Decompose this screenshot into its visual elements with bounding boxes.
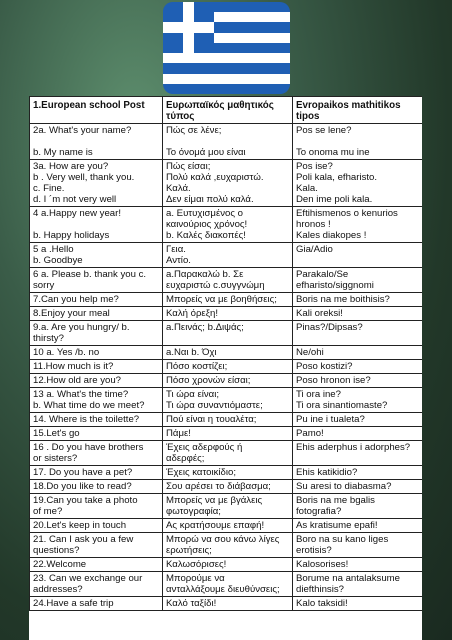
cell-transliteration: Ehis aderphus i adorphes? xyxy=(293,441,423,466)
cell-english: 6 a. Please b. thank you c. sorry xyxy=(30,268,163,293)
cell-transliteration: Boro na su kano liges erotisis? xyxy=(293,533,423,558)
cell-english: 21. Can I ask you a few questions? xyxy=(30,533,163,558)
table-row xyxy=(30,558,423,572)
cell-english: 14. Where is the toilette? xyxy=(30,413,163,427)
cell-transliteration: As kratisume epafi! xyxy=(293,519,423,533)
table-row xyxy=(30,480,423,494)
phrase-table xyxy=(29,96,422,611)
cell-english: 2a. What's your name? b. My name is xyxy=(30,124,163,160)
cell-english: 17. Do you have a pet? xyxy=(30,466,163,480)
table-row xyxy=(30,360,423,374)
cell-greek: a.Παρακαλώ b. Σε ευχαριστώ c.συγγνώμη xyxy=(163,268,293,293)
table-row xyxy=(30,268,423,293)
cell-transliteration: Poso kostizi? xyxy=(293,360,423,374)
cell-greek: Πάμε! xyxy=(163,427,293,441)
cell-english: 5 a .Hello b. Goodbye xyxy=(30,243,163,268)
cell-greek: Μπορώ να σου κάνω λίγες ερωτήσεις; xyxy=(163,533,293,558)
cell-english: 10 a. Yes /b. no xyxy=(30,346,163,360)
cell-greek: Γεια. Αντίο. xyxy=(163,243,293,268)
cell-greek: Ας κρατήσουμε επαφή! xyxy=(163,519,293,533)
cell-transliteration: Ne/ohi xyxy=(293,346,423,360)
cell-transliteration: Ehis katikidio? xyxy=(293,466,423,480)
cell-english: 4 a.Happy new year! b. Happy holidays xyxy=(30,207,163,243)
cell-transliteration: Kali oreksi! xyxy=(293,307,423,321)
cell-transliteration: Pu ine i tualeta? xyxy=(293,413,423,427)
cell-transliteration: Eftihismenos o kenurios hronos ! Kales diakopes ! xyxy=(293,207,423,243)
cell-english: 11.How much is it? xyxy=(30,360,163,374)
cell-transliteration: Pamo! xyxy=(293,427,423,441)
table-row xyxy=(30,533,423,558)
cell-transliteration: Parakalo/Se efharisto/siggnomi xyxy=(293,268,423,293)
cell-english: 12.How old are you? xyxy=(30,374,163,388)
cell-transliteration: Pos se lene? To onoma mu ine xyxy=(293,124,423,160)
cell-transliteration: Boris na me boithisis? xyxy=(293,293,423,307)
cell-transliteration: Gia/Adio xyxy=(293,243,423,268)
table-row xyxy=(30,243,423,268)
cell-transliteration: Pinas?/Dipsas? xyxy=(293,321,423,346)
cell-greek: Μπορείς να με βοηθήσεις; xyxy=(163,293,293,307)
cell-greek: Πόσο χρονών είσαι; xyxy=(163,374,293,388)
table-row xyxy=(30,374,423,388)
cell-english: 7.Can you help me? xyxy=(30,293,163,307)
table-row xyxy=(30,293,423,307)
cell-english: 3a. How are you? b . Very well, thank you. c. Fine. d. I ´m not very well xyxy=(30,160,163,207)
cell-greek: Καλωσόρισες! xyxy=(163,558,293,572)
cell-greek: Τι ώρα είναι; Τι ώρα συναντιόμαστε; xyxy=(163,388,293,413)
header-greek: Ευρωπαϊκός μαθητικός τύπος xyxy=(163,97,293,124)
cell-greek: Πώς είσαι; Πολύ καλά ,ευχαριστώ. Καλά. Δεν είμαι πολύ καλά. xyxy=(163,160,293,207)
cell-greek: Πόσο κοστίζει; xyxy=(163,360,293,374)
table-row xyxy=(30,388,423,413)
cell-english: 24.Have a safe trip xyxy=(30,597,163,611)
cell-greek: Έχεις κατοικίδιο; xyxy=(163,466,293,480)
cell-transliteration: Ti ora ine? Ti ora sinantiomaste? xyxy=(293,388,423,413)
table-row xyxy=(30,441,423,466)
header-english: 1.European school Post xyxy=(30,97,163,124)
table-row xyxy=(30,307,423,321)
cell-transliteration: Pos ise? Poli kala, efharisto. Kala. Den ime poli kala. xyxy=(293,160,423,207)
cell-greek: Μπορείς να με βγάλεις φωτογραφία; xyxy=(163,494,293,519)
cell-english: 18.Do you like to read? xyxy=(30,480,163,494)
cell-english: 15.Let's go xyxy=(30,427,163,441)
table-row xyxy=(30,466,423,480)
cell-transliteration: Kalosorises! xyxy=(293,558,423,572)
cell-transliteration: Borume na antalaksume diefthinsis? xyxy=(293,572,423,597)
cell-english: 9.a. Are you hungry/ b. thirsty? xyxy=(30,321,163,346)
cell-transliteration: Boris na me bgalis fotografia? xyxy=(293,494,423,519)
cell-greek: a. Ευτυχισμένος ο καινούριος χρόνος! b. Καλές διακοπές! xyxy=(163,207,293,243)
table-row xyxy=(30,572,423,597)
table-row xyxy=(30,160,423,207)
greek-flag-icon xyxy=(163,2,290,94)
cell-greek: a.Ναι b. Όχι xyxy=(163,346,293,360)
phrase-sheet xyxy=(29,96,422,640)
cell-english: 22.Welcome xyxy=(30,558,163,572)
cell-greek: Έχεις αδερφούς ή αδερφές; xyxy=(163,441,293,466)
table-row xyxy=(30,427,423,441)
table-header-row xyxy=(30,97,423,124)
cell-greek: Καλό ταξίδι! xyxy=(163,597,293,611)
cell-english: 23. Can we exchange our addresses? xyxy=(30,572,163,597)
table-row xyxy=(30,321,423,346)
table-row xyxy=(30,413,423,427)
table-row xyxy=(30,597,423,611)
cell-transliteration: Su aresi to diabasma? xyxy=(293,480,423,494)
header-transliteration: Evropaikos mathitikos tipos xyxy=(293,97,423,124)
cell-greek: Πού είναι η τουαλέτα; xyxy=(163,413,293,427)
cell-english: 8.Enjoy your meal xyxy=(30,307,163,321)
cell-greek: a.Πεινάς; b.Διψάς; xyxy=(163,321,293,346)
cell-greek: Καλή όρεξη! xyxy=(163,307,293,321)
cell-english: 19.Can you take a photo of me? xyxy=(30,494,163,519)
table-row xyxy=(30,124,423,160)
table-row xyxy=(30,494,423,519)
table-row xyxy=(30,346,423,360)
table-row xyxy=(30,207,423,243)
cell-english: 16 . Do you have brothers or sisters? xyxy=(30,441,163,466)
cell-greek: Μπορούμε να ανταλλάξουμε διευθύνσεις; xyxy=(163,572,293,597)
cell-greek: Πώς σε λένε; Το όνομά μου είναι xyxy=(163,124,293,160)
cell-english: 20.Let's keep in touch xyxy=(30,519,163,533)
table-row xyxy=(30,519,423,533)
cell-transliteration: Kalo taksidi! xyxy=(293,597,423,611)
cell-greek: Σου αρέσει το διάβασμα; xyxy=(163,480,293,494)
cell-english: 13 a. What's the time? b. What time do we meet? xyxy=(30,388,163,413)
cell-transliteration: Poso hronon ise? xyxy=(293,374,423,388)
